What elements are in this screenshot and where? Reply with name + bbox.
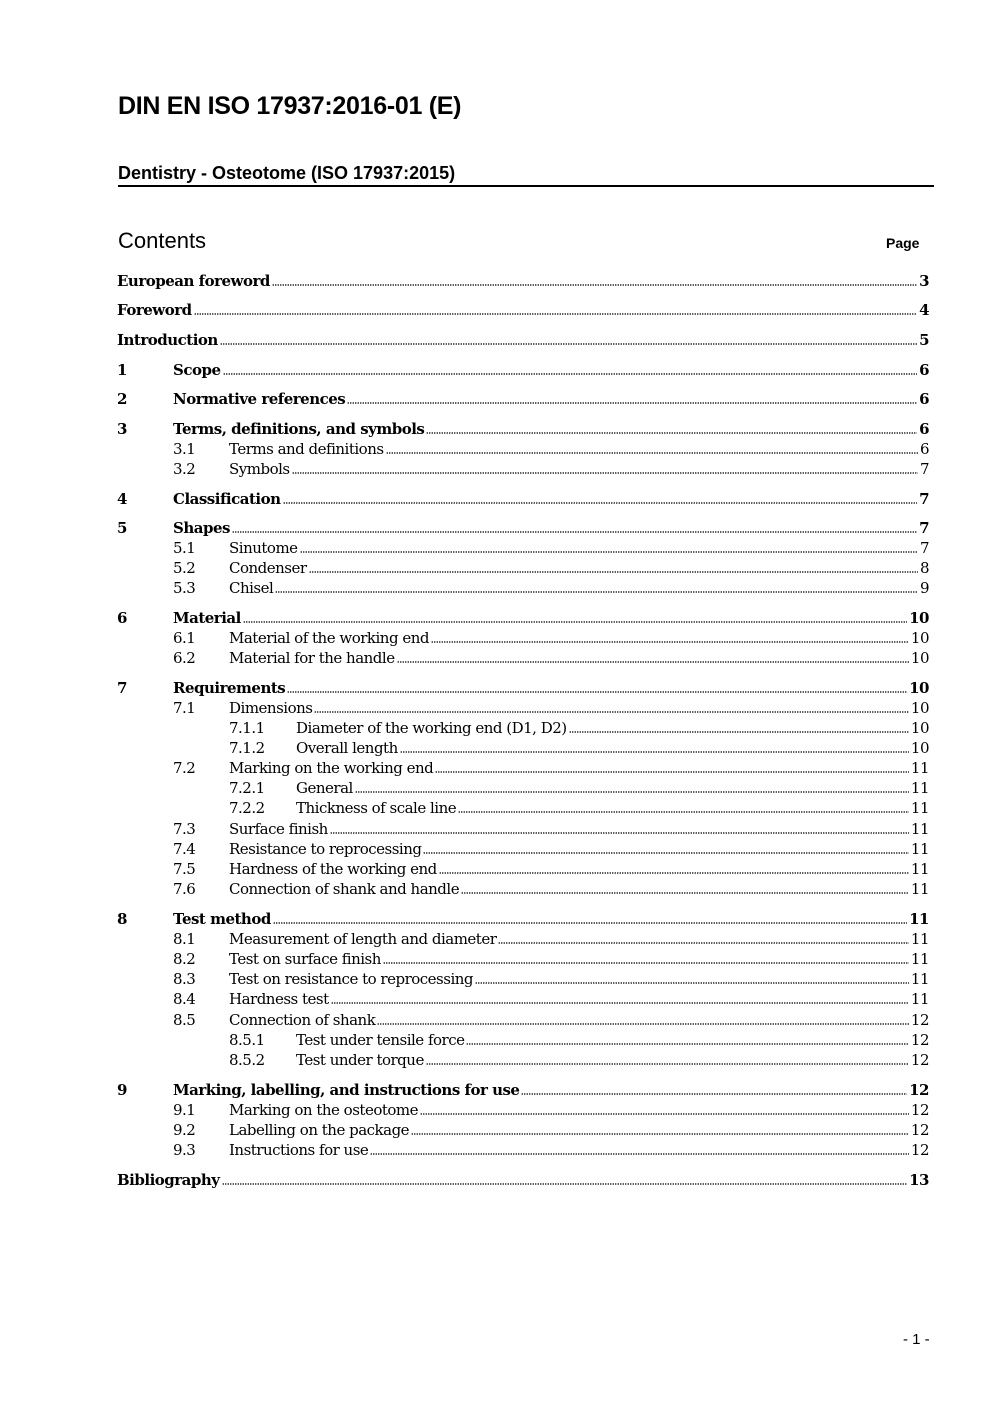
toc-entry-number: 8.1 bbox=[173, 930, 196, 948]
dot-leader bbox=[355, 787, 909, 793]
dot-leader bbox=[292, 468, 918, 474]
toc-entry-page: 12 bbox=[910, 1031, 929, 1049]
page-column-label: Page bbox=[886, 235, 920, 251]
dot-leader bbox=[223, 369, 918, 375]
toc-entry-page: 12 bbox=[910, 1141, 929, 1159]
toc-entry-number: 8.5 bbox=[173, 1011, 196, 1029]
dot-leader bbox=[275, 587, 918, 593]
toc-entry-number: 8.4 bbox=[173, 990, 196, 1008]
toc-entry-title: Requirements bbox=[173, 679, 286, 697]
dot-leader bbox=[498, 938, 909, 944]
toc-entry-number: 7.1.2 bbox=[229, 739, 265, 757]
document-title: DIN EN ISO 17937:2016-01 (E) bbox=[118, 92, 462, 120]
page-number: - 1 - bbox=[903, 1331, 930, 1348]
toc-entry[interactable] bbox=[117, 879, 929, 899]
toc-entry-number: 2 bbox=[117, 390, 127, 408]
toc-entry[interactable] bbox=[117, 608, 929, 628]
dot-leader bbox=[397, 657, 909, 663]
toc-entry-title: Resistance to reprocessing bbox=[229, 840, 422, 858]
document-subtitle: Dentistry - Osteotome (ISO 17937:2015) bbox=[118, 163, 934, 187]
dot-leader bbox=[287, 687, 907, 693]
toc-entry-page: 11 bbox=[910, 990, 929, 1008]
toc-entry-page: 11 bbox=[910, 970, 929, 988]
toc-entry-number: 9.3 bbox=[173, 1141, 196, 1159]
toc-entry-page: 7 bbox=[919, 519, 929, 537]
toc-entry-page: 7 bbox=[919, 460, 929, 478]
toc-entry-page: 11 bbox=[910, 799, 929, 817]
toc-entry-page: 10 bbox=[910, 629, 929, 647]
toc-entry-page: 12 bbox=[910, 1051, 929, 1069]
toc-entry[interactable] bbox=[117, 648, 929, 668]
toc-entry-page: 11 bbox=[910, 840, 929, 858]
dot-leader bbox=[222, 1179, 908, 1185]
dot-leader bbox=[435, 767, 909, 773]
toc-entry-page: 4 bbox=[919, 301, 929, 319]
toc-entry[interactable] bbox=[117, 819, 929, 839]
toc-entry-title: Test method bbox=[173, 910, 271, 928]
toc-entry[interactable] bbox=[117, 949, 929, 969]
toc-entry-number: 7.2.1 bbox=[229, 779, 265, 797]
toc-entry-title: Test under torque bbox=[296, 1051, 424, 1069]
toc-entry-number: 7.1 bbox=[173, 699, 196, 717]
toc-entry-title: Terms, definitions, and symbols bbox=[173, 420, 425, 438]
toc-entry-page: 12 bbox=[910, 1101, 929, 1119]
toc-entry-page: 10 bbox=[909, 679, 929, 697]
toc-entry-page: 10 bbox=[910, 719, 929, 737]
dot-leader bbox=[411, 1129, 909, 1135]
dot-leader bbox=[426, 428, 917, 434]
toc-entry-number: 5 bbox=[117, 519, 127, 537]
toc-entry-title: Connection of shank bbox=[229, 1011, 376, 1029]
toc-entry-title: Chisel bbox=[229, 579, 274, 597]
toc-entry-title: Overall length bbox=[296, 739, 398, 757]
toc-entry[interactable] bbox=[117, 360, 929, 380]
toc-entry-title: Instructions for use bbox=[229, 1141, 369, 1159]
toc-entry[interactable] bbox=[117, 859, 929, 879]
toc-entry-page: 11 bbox=[910, 779, 929, 797]
dot-leader bbox=[431, 637, 909, 643]
toc-entry-page: 7 bbox=[919, 490, 929, 508]
toc-entry-number: 8.5.1 bbox=[229, 1031, 265, 1049]
toc-entry-title: Marking on the osteotome bbox=[229, 1101, 419, 1119]
toc-entry-title: Condenser bbox=[229, 559, 307, 577]
toc-entry-page: 10 bbox=[909, 609, 929, 627]
toc-entry[interactable] bbox=[117, 419, 929, 439]
toc-entry-number: 9.1 bbox=[173, 1101, 196, 1119]
toc-entry-number: 4 bbox=[117, 490, 127, 508]
toc-entry[interactable] bbox=[117, 1030, 929, 1050]
toc-entry-number: 7.3 bbox=[173, 820, 196, 838]
toc-entry-number: 6 bbox=[117, 609, 127, 627]
toc-entry[interactable] bbox=[117, 1010, 929, 1030]
toc-entry-page: 11 bbox=[910, 759, 929, 777]
dot-leader bbox=[420, 1109, 909, 1115]
toc-entry-page: 11 bbox=[910, 950, 929, 968]
toc-entry-number: 7.2.2 bbox=[229, 799, 265, 817]
toc-entry-title: Connection of shank and handle bbox=[229, 880, 460, 898]
toc-entry-page: 11 bbox=[909, 910, 929, 928]
toc-entry-title: Test on surface finish bbox=[229, 950, 381, 968]
dot-leader bbox=[331, 998, 909, 1004]
toc-entry[interactable] bbox=[117, 271, 929, 291]
toc-entry-page: 12 bbox=[909, 1081, 929, 1099]
toc-entry[interactable] bbox=[117, 989, 929, 1009]
dot-leader bbox=[426, 1059, 909, 1065]
dot-leader bbox=[300, 547, 918, 553]
toc-entry[interactable] bbox=[117, 798, 929, 818]
toc-entry[interactable] bbox=[117, 678, 929, 698]
dot-leader bbox=[273, 918, 907, 924]
toc-entry-title: Foreword bbox=[117, 301, 192, 319]
contents-heading: Contents bbox=[118, 228, 207, 253]
toc-entry-title: Introduction bbox=[117, 331, 218, 349]
toc-entry-title: Normative references bbox=[173, 390, 346, 408]
toc-entry-page: 9 bbox=[919, 579, 929, 597]
toc-entry[interactable] bbox=[117, 558, 929, 578]
toc-entry-title: Marking, labelling, and instructions for use bbox=[173, 1081, 520, 1099]
toc-entry-page: 6 bbox=[919, 420, 929, 438]
toc-entry-number: 6.2 bbox=[173, 649, 196, 667]
toc-entry[interactable] bbox=[117, 929, 929, 949]
toc-entry-title: Sinutome bbox=[229, 539, 298, 557]
toc-entry-page: 5 bbox=[919, 331, 929, 349]
toc-entry-number: 7 bbox=[117, 679, 127, 697]
toc-entry[interactable] bbox=[117, 758, 929, 778]
toc-entry-page: 11 bbox=[910, 860, 929, 878]
toc-entry-title: Diameter of the working end (D1, D2) bbox=[296, 719, 567, 737]
toc-entry[interactable] bbox=[117, 738, 929, 758]
dot-leader bbox=[314, 707, 908, 713]
toc-entry-number: 3 bbox=[117, 420, 127, 438]
toc-entry-number: 8.2 bbox=[173, 950, 196, 968]
toc-entry-title: General bbox=[296, 779, 353, 797]
toc-entry-title: Classification bbox=[173, 490, 281, 508]
toc-entry[interactable] bbox=[117, 778, 929, 798]
toc-entry-title: Dimensions bbox=[229, 699, 313, 717]
toc-entry-page: 10 bbox=[910, 699, 929, 717]
toc-entry-number: 7.6 bbox=[173, 880, 196, 898]
toc-entry-page: 13 bbox=[909, 1171, 929, 1189]
dot-leader bbox=[423, 848, 908, 854]
dot-leader bbox=[521, 1089, 907, 1095]
toc-entry-number: 7.4 bbox=[173, 840, 196, 858]
dot-leader bbox=[347, 398, 917, 404]
dot-leader bbox=[272, 280, 917, 286]
toc-entry[interactable] bbox=[117, 1170, 929, 1190]
dot-leader bbox=[466, 1039, 908, 1045]
toc-entry-page: 7 bbox=[919, 539, 929, 557]
toc-entry-title: Symbols bbox=[229, 460, 290, 478]
toc-entry-number: 8.5.2 bbox=[229, 1051, 265, 1069]
toc-entry[interactable] bbox=[117, 909, 929, 929]
toc-entry-title: Shapes bbox=[173, 519, 230, 537]
toc-entry[interactable] bbox=[117, 718, 929, 738]
toc-entry[interactable] bbox=[117, 578, 929, 598]
dot-leader bbox=[461, 888, 909, 894]
toc-entry[interactable] bbox=[117, 1050, 929, 1070]
dot-leader bbox=[569, 727, 909, 733]
toc-entry[interactable] bbox=[117, 1100, 929, 1120]
dot-leader bbox=[386, 448, 918, 454]
dot-leader bbox=[383, 958, 909, 964]
toc-entry-page: 6 bbox=[919, 390, 929, 408]
toc-entry-title: Material of the working end bbox=[229, 629, 429, 647]
toc-entry-title: Test on resistance to reprocessing bbox=[229, 970, 473, 988]
toc-entry[interactable] bbox=[117, 1140, 929, 1160]
toc-entry-number: 8 bbox=[117, 910, 127, 928]
toc-entry-title: Labelling on the package bbox=[229, 1121, 410, 1139]
dot-leader bbox=[370, 1149, 909, 1155]
toc-entry[interactable] bbox=[117, 1080, 929, 1100]
toc-entry-number: 6.1 bbox=[173, 629, 196, 647]
toc-entry[interactable] bbox=[117, 389, 929, 409]
toc-entry-title: Hardness of the working end bbox=[229, 860, 437, 878]
toc-entry-number: 5.3 bbox=[173, 579, 196, 597]
toc-entry-page: 11 bbox=[910, 820, 929, 838]
dot-leader bbox=[377, 1019, 909, 1025]
toc-entry-title: Material for the handle bbox=[229, 649, 395, 667]
dot-leader bbox=[439, 868, 909, 874]
dot-leader bbox=[194, 309, 917, 315]
toc-entry[interactable] bbox=[117, 518, 929, 538]
toc-entry-title: Test under tensile force bbox=[296, 1031, 465, 1049]
dot-leader bbox=[309, 567, 918, 573]
toc-entry-number: 7.1.1 bbox=[229, 719, 265, 737]
dot-leader bbox=[283, 498, 918, 504]
toc-entry-title: Material bbox=[173, 609, 241, 627]
toc-entry-page: 10 bbox=[910, 739, 929, 757]
toc-entry-page: 12 bbox=[910, 1121, 929, 1139]
toc-entry[interactable] bbox=[117, 698, 929, 718]
toc-entry-number: 5.1 bbox=[173, 539, 196, 557]
dot-leader bbox=[400, 747, 909, 753]
toc-entry-title: Bibliography bbox=[117, 1171, 220, 1189]
toc-entry-page: 11 bbox=[910, 880, 929, 898]
toc-entry-page: 11 bbox=[910, 930, 929, 948]
toc-entry-page: 6 bbox=[919, 440, 929, 458]
toc-entry-number: 3.2 bbox=[173, 460, 196, 478]
toc-entry[interactable] bbox=[117, 538, 929, 558]
toc-entry-title: Thickness of scale line bbox=[296, 799, 457, 817]
dot-leader bbox=[220, 339, 917, 345]
toc-entry-page: 6 bbox=[919, 361, 929, 379]
toc-entry-title: Measurement of length and diameter bbox=[229, 930, 497, 948]
toc-entry[interactable] bbox=[117, 839, 929, 859]
toc-entry[interactable] bbox=[117, 628, 929, 648]
dot-leader bbox=[243, 617, 907, 623]
toc-entry[interactable] bbox=[117, 1120, 929, 1140]
dot-leader bbox=[475, 978, 909, 984]
dot-leader bbox=[458, 807, 909, 813]
toc-entry-page: 3 bbox=[919, 272, 929, 290]
toc-entry-title: Scope bbox=[173, 361, 221, 379]
toc-entry[interactable] bbox=[117, 330, 929, 350]
toc-entry[interactable] bbox=[117, 439, 929, 459]
toc-entry-number: 8.3 bbox=[173, 970, 196, 988]
dot-leader bbox=[330, 828, 909, 834]
toc-entry-number: 9 bbox=[117, 1081, 127, 1099]
toc-entry-title: Terms and definitions bbox=[229, 440, 384, 458]
toc-entry-page: 8 bbox=[919, 559, 929, 577]
toc-entry-number: 5.2 bbox=[173, 559, 196, 577]
toc-entry-title: Surface finish bbox=[229, 820, 328, 838]
toc-entry-title: European foreword bbox=[117, 272, 270, 290]
toc-entry-title: Marking on the working end bbox=[229, 759, 434, 777]
toc-entry[interactable] bbox=[117, 969, 929, 989]
toc-entry[interactable] bbox=[117, 489, 929, 509]
toc-entry-page: 12 bbox=[910, 1011, 929, 1029]
toc-entry[interactable] bbox=[117, 300, 929, 320]
toc-entry-number: 7.5 bbox=[173, 860, 196, 878]
toc-entry-title: Hardness test bbox=[229, 990, 329, 1008]
toc-entry-number: 9.2 bbox=[173, 1121, 196, 1139]
toc-entry-page: 10 bbox=[910, 649, 929, 667]
toc-entry[interactable] bbox=[117, 459, 929, 479]
toc-entry-number: 1 bbox=[117, 361, 127, 379]
toc-entry-number: 3.1 bbox=[173, 440, 196, 458]
dot-leader bbox=[232, 527, 917, 533]
toc-entry-number: 7.2 bbox=[173, 759, 196, 777]
